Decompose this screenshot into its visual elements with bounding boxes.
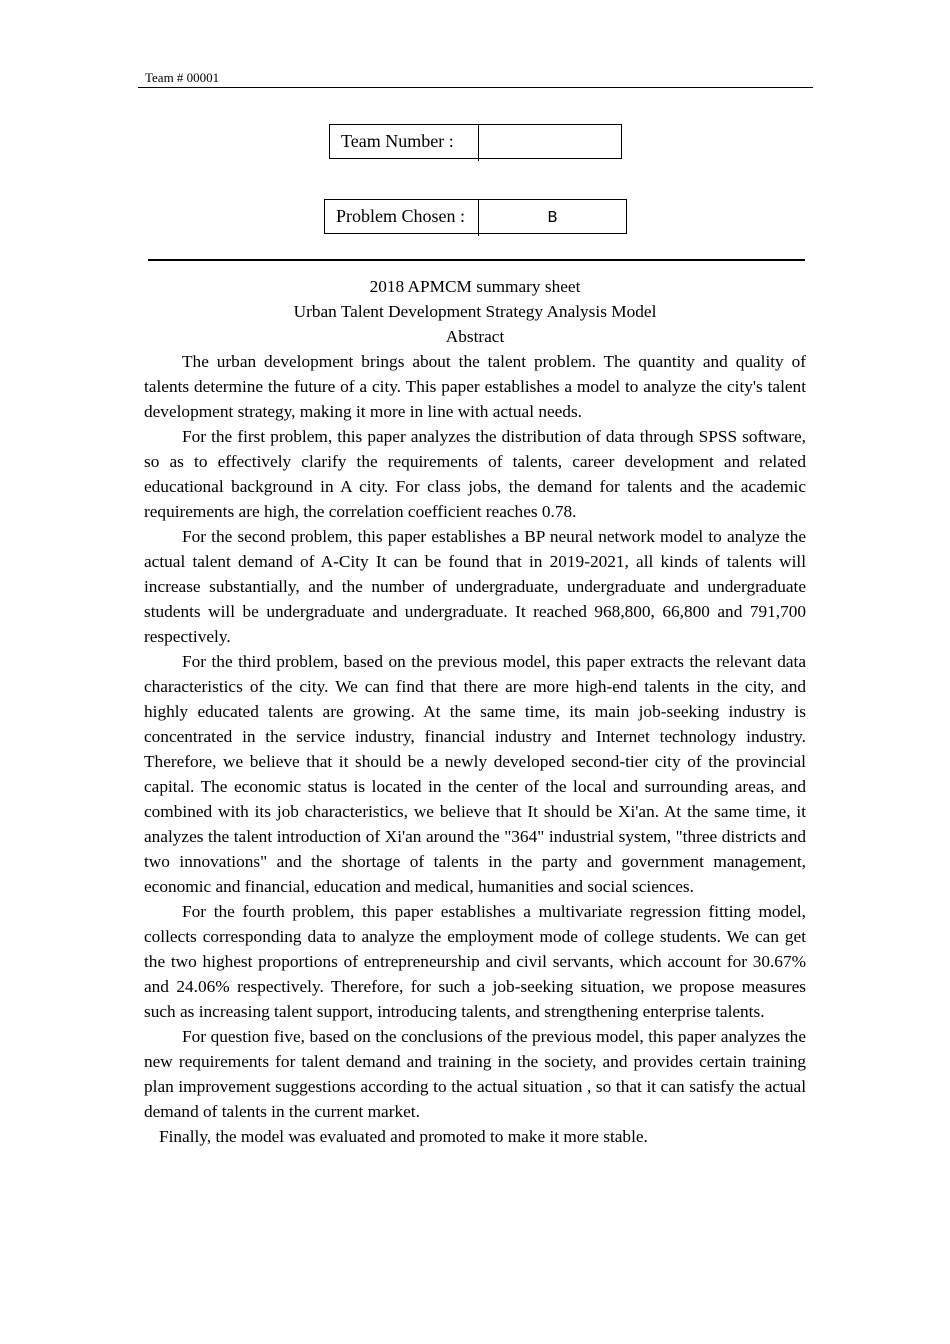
problem-chosen-label: Problem Chosen : (336, 206, 465, 226)
abstract-paragraph: For the second problem, this paper establishes a BP neural network model to analyze the actual talent demand of A-City It can be found that in 2019-2021, all kinds of talents will increase substantially, and the number of undergraduate, undergraduate and undergraduate students will be undergraduate and undergraduate. It reached 968,800, 66,800 and 791,700 respectively. (144, 527, 806, 646)
abstract-paragraph: For the first problem, this paper analyzes the distribution of data through SPSS software, so as to effectively clarify the requirements of talents, career development and related educational background in A city. For class jobs, the demand for talents and the academic requirements are high, the correlation coefficient reaches 0.78. (144, 427, 806, 521)
team-number-value (479, 125, 621, 158)
problem-chosen-value: B (547, 207, 558, 226)
abstract-paragraph: For the third problem, based on the previous model, this paper extracts the relevant data characteristics of the city. We can find that there are more high-end talents in the city, and highly educated talents are growing. At the same time, its main job-seeking industry is concentrated in the service industry, financial industry and Internet technology industry. Therefore, we believe that it should be a newly developed second-tier city of the provincial capital. The economic status is located in the center of the local and surrounding areas, and combined with its job characteristics, we believe that It should be Xi'an. At the same time, it analyzes the talent introduction of Xi'an around the "364" industrial system, "three districts and two innovations" and the shortage of talents in the party and government management, economic and financial, education and medical, humanities and social sciences. (144, 652, 806, 896)
abstract-heading: Abstract (445, 327, 505, 346)
abstract-paragraph: For the fourth problem, this paper establishes a multivariate regression fitting model, collects corresponding data to analyze the employment mode of college students. We can get the two highest proportions of entrepreneurship and civil servants, which account for 30.67% and 24.06% respectively. Therefore, for such a job-seeking situation, we propose measures such as increasing talent support, introducing talents, and strengthening enterprise talents. (144, 902, 806, 1021)
team-header-label: Team # 00001 (145, 70, 220, 85)
abstract-final-line: Finally, the model was evaluated and promoted to make it more stable. (159, 1127, 648, 1146)
abstract-paragraph: For question five, based on the conclusions of the previous model, this paper analyzes the new requirements for talent demand and training in the society, and provides certain training plan improvement suggestions according to the actual situation , so that it can satisfy the actual demand of talents in the current market. (144, 1027, 806, 1121)
header-divider (138, 87, 813, 88)
summary-sheet (144, 274, 806, 1149)
abstract-paragraph: The urban development brings about the talent problem. The quantity and quality of talents determine the future of a city. This paper establishes a model to analyze the city's talent development strategy, making it more in line with actual needs. (144, 352, 806, 421)
team-number-label: Team Number : (341, 131, 454, 151)
team-number-box (329, 124, 622, 159)
summary-sheet-title: 2018 APMCM summary sheet (369, 277, 581, 296)
paper-title: Urban Talent Development Strategy Analysis Model (293, 302, 657, 321)
summary-divider (148, 259, 805, 261)
problem-chosen-box (324, 199, 627, 234)
